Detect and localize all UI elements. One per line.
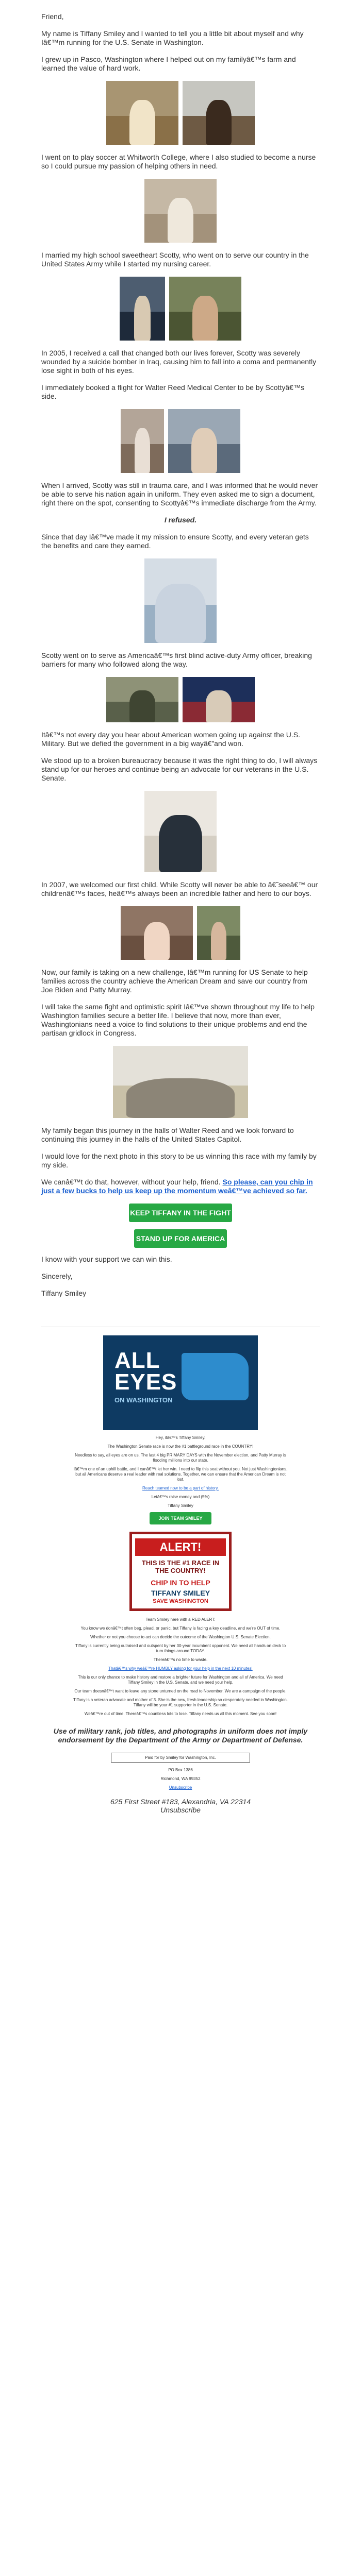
- join-team-smiley-button[interactable]: JOIN TEAM SMILEY: [150, 1512, 211, 1524]
- footer-name: Tiffany Smiley: [168, 1503, 193, 1508]
- photo-row-wedding: [41, 277, 320, 341]
- footer-raise: Letâ€™s raise money and (5%): [151, 1495, 210, 1499]
- banner-all: ALL: [114, 1348, 160, 1373]
- paragraph-next-photo: I would love for the next photo in this story to be us winning this race with my family by my side.: [41, 1152, 317, 1169]
- paragraph-pasco: I grew up in Pasco, Washington where I helped out on my familyâ€™s farm and learned the value of hard work.: [41, 55, 296, 72]
- photo-soccer-player: [144, 179, 217, 243]
- footer-uphill: Iâ€™m one of an uphill battle, and I canâ€™t let her win. I need to flip this seat without you. Not just Washingtonians, but all Americans deserve a real leader with real solutions. Together, we can ensure that the American Dream is not lost.: [73, 1467, 288, 1482]
- footer-only-chance: This is our only chance to make history and restore a brighter future for Washington and all of America. We need Tiffany Smiley in the U.S. Senate, and we need your help.: [78, 1675, 283, 1685]
- paragraph-support: I know with your support we can win this.: [41, 1255, 172, 1263]
- paragraph-discharge: When I arrived, Scotty was still in trauma care, and I was informed that he would never be able to serve his nation again in uniform. They even asked me to sign a document, right there on the spot, consenting to Scottyâ€™s immediate discharge from the Army.: [41, 481, 318, 507]
- footer-campaign: Our team doesnâ€™t want to leave any stone unturned on the road to November. We are a campaign of the people.: [74, 1689, 287, 1693]
- footer-outraised: Tiffany is currently being outraised and outspent by her 30-year incumbent opponent. We need all hands on deck to turn things around TODAY.: [75, 1643, 286, 1653]
- refused-statement: I refused.: [164, 516, 197, 524]
- photo-couple-army: [169, 277, 241, 341]
- alert-save: SAVE WASHINGTON: [153, 1598, 208, 1604]
- photo-child-with-horse: [106, 81, 178, 145]
- paid-for-box: Paid for by Smiley for Washington, Inc.: [111, 1753, 250, 1762]
- footer-veteran-advocate: Tiffany is a veteran advocate and mother of 3. She is the new, fresh leadership so desperately needed in Washington. Tiffany will be your #1 supporter in the U.S. Senate.: [73, 1698, 288, 1707]
- paragraph-first-child: In 2007, we welcomed our first child. While Scotty will never be able to â€˜seeâ€™ our childrenâ€™s faces, heâ€™s always been an incredible father and hero to our boys.: [41, 880, 318, 897]
- banner-eyes: EYES: [114, 1369, 177, 1395]
- banner-headline: [114, 1350, 177, 1393]
- photo-couple-formal: [120, 277, 165, 341]
- photo-row-family-uniform: [41, 791, 320, 872]
- footer-hey: Hey, itâ€™s Tiffany Smiley.: [155, 1435, 206, 1440]
- closing: Sincerely,: [41, 1272, 73, 1280]
- photo-flag-ceremony: [183, 677, 255, 722]
- photo-hospital-family: [168, 409, 240, 473]
- photo-couple-shirts: [144, 558, 217, 643]
- photo-family-beach: [113, 1046, 248, 1118]
- footer-no-time: Thereâ€™s no time to waste.: [153, 1657, 208, 1662]
- email-body: [41, 0, 320, 1814]
- banner-subtitle: ON WASHINGTON: [114, 1396, 173, 1404]
- signature: Tiffany Smiley: [41, 1289, 87, 1297]
- photo-row-hospital: [41, 409, 320, 473]
- footer-red-alert: Team Smiley here with a RED ALERT:: [145, 1617, 216, 1622]
- alert-chip-in: CHIP IN TO HELP: [151, 1579, 210, 1587]
- footer-humbly-link-wrap: [72, 1666, 289, 1671]
- photo-army-officer: [106, 677, 178, 722]
- footer-section: [72, 1335, 289, 1717]
- photo-newborn: [121, 906, 193, 960]
- footer-history-link[interactable]: Reach teamed now to be a part of history.: [142, 1486, 219, 1490]
- po-box: PO Box 1386: [168, 1768, 193, 1772]
- mailing-info: [72, 1768, 289, 1790]
- military-disclaimer: Use of military rank, job titles, and photographs in uniform does not imply endorsement by the Department of the Army or Department of Defense.: [53, 1727, 308, 1744]
- stand-up-button[interactable]: STAND UP FOR AMERICA: [134, 1229, 227, 1248]
- paragraph-married: I married my high school sweetheart Scotty, who went on to serve our country in the United States Army while I started my nursing career.: [41, 251, 309, 268]
- greeting: Friend,: [41, 12, 64, 21]
- footer-outcome: Whether or not you choose to act can decide the outcome of the Washington U.S. Senate Election.: [90, 1635, 271, 1639]
- alert-race: THIS IS THE #1 RACE IN THE COUNTRY!: [141, 1559, 220, 1574]
- paragraph-whitworth: I went on to play soccer at Whitworth College, where I also studied to become a nurse so I could pursue my passion of helping others in need.: [41, 153, 316, 170]
- footer-battleground: The Washington Senate race is now the #1 battleground race in the COUNTRY!: [107, 1444, 254, 1449]
- photo-row-beach: [41, 1046, 320, 1118]
- photo-row-service: [41, 677, 320, 722]
- paragraph-intro: My name is Tiffany Smiley and I wanted to tell you a little bit about myself and why Iâ€™m running for the U.S. Senate in Washington.: [41, 29, 304, 46]
- photo-hospital-bedside: [121, 409, 164, 473]
- photo-row-children: [41, 906, 320, 960]
- paragraph-defied-government: Itâ€™s not every day you hear about American women going up against the U.S. Military. But we defied the government in a big wayâ€”and won.: [41, 731, 300, 748]
- footer-address: 625 First Street #183, Alexandria, VA 22314: [110, 1798, 251, 1806]
- paragraph-mission: Since that day Iâ€™ve made it my mission to ensure Scotty, and every veteran gets the benefits and care they earned.: [41, 533, 309, 550]
- keep-tiffany-button[interactable]: KEEP TIFFANY IN THE FIGHT: [129, 1204, 232, 1222]
- paragraph-bureaucracy: We stood up to a broken bureaucracy because it was the right thing to do, I will always stand up for our heroes and continue being an advocate for our veterans in the U.S. Senate.: [41, 756, 318, 782]
- donate-link[interactable]: So please, can you chip in just a few bucks to help us keep up the momentum weâ€™ve achieved so far.: [41, 1178, 313, 1195]
- footer-out-of-time: Weâ€™re out of time. Thereâ€™s countless lots to lose. Tiffany needs us all this moment. See you soon!: [84, 1711, 277, 1716]
- unsubscribe-small-link[interactable]: Unsubscribe: [169, 1785, 192, 1790]
- footer-deadline: You know we donâ€™t often beg, plead, or panic, but Tiffany is facing a key deadline, and we're OUT of time.: [80, 1626, 281, 1631]
- paragraph-walter-reed: I immediately booked a flight for Walter Reed Medical Center to be by Scottyâ€™s side.: [41, 383, 304, 400]
- paragraph-donate: [41, 1178, 320, 1195]
- all-eyes-banner[interactable]: [103, 1335, 258, 1430]
- photo-row-farm: [41, 81, 320, 145]
- footer-humbly-link[interactable]: Thatâ€™s why weâ€™re HUMBLY asking for your help in the next 10 minutes!: [108, 1666, 253, 1671]
- washington-map-icon: [182, 1353, 249, 1400]
- alert-name: TIFFANY SMILEY: [151, 1589, 210, 1597]
- po-city: Richmond, WA 99352: [160, 1776, 201, 1781]
- paragraph-fight: I will take the same fight and optimistic spirit Iâ€™ve shown throughout my life to help Washington families secure a better life. I believe that now, more than ever, Washingtonians need a voice to find solutions to their unique problems and end the partisan gridlock in Congress.: [41, 1003, 315, 1037]
- paragraph-first-blind-officer: Scotty went on to serve as Americaâ€™s first blind active-duty Army officer, breaking barriers for many who followed along the way.: [41, 651, 312, 668]
- photo-couple-dress-uniform: [144, 791, 217, 872]
- donate-lead-text: We canâ€™t do that, however, without your help, friend.: [41, 1178, 223, 1186]
- photo-child-with-cow: [183, 81, 255, 145]
- alert-headline: ALERT!: [135, 1538, 226, 1556]
- paragraph-senate-run: Now, our family is taking on a new challenge, Iâ€™m running for US Senate to help families across the country achieve the American Dream and save our country from Joe Biden and Patty Murray.: [41, 968, 308, 994]
- photo-dad-with-baby: [197, 906, 240, 960]
- red-alert-graphic[interactable]: [129, 1532, 232, 1611]
- paragraph-2005-call: In 2005, I received a call that changed both our lives forever, Scotty was severely wounded by a suicide bomber in Iraq, causing him to fall into a coma and permanently lose sight in both of his eyes.: [41, 349, 317, 375]
- paragraph-capitol: My family began this journey in the halls of Walter Reed and we look forward to continuing this journey in the halls of the United States Capitol.: [41, 1126, 294, 1143]
- footer-history-link-wrap: [72, 1486, 289, 1491]
- photo-row-soccer: [41, 179, 320, 243]
- photo-row-shirts: [41, 558, 320, 643]
- unsubscribe-small-wrap: [72, 1785, 289, 1790]
- footer-all-eyes: Needless to say, all eyes are on us. The last 4 big PRIMARY DAYS with the November election, and Patty Murray is flooding millions into our state.: [75, 1453, 286, 1463]
- unsubscribe-link[interactable]: Unsubscribe: [160, 1806, 201, 1814]
